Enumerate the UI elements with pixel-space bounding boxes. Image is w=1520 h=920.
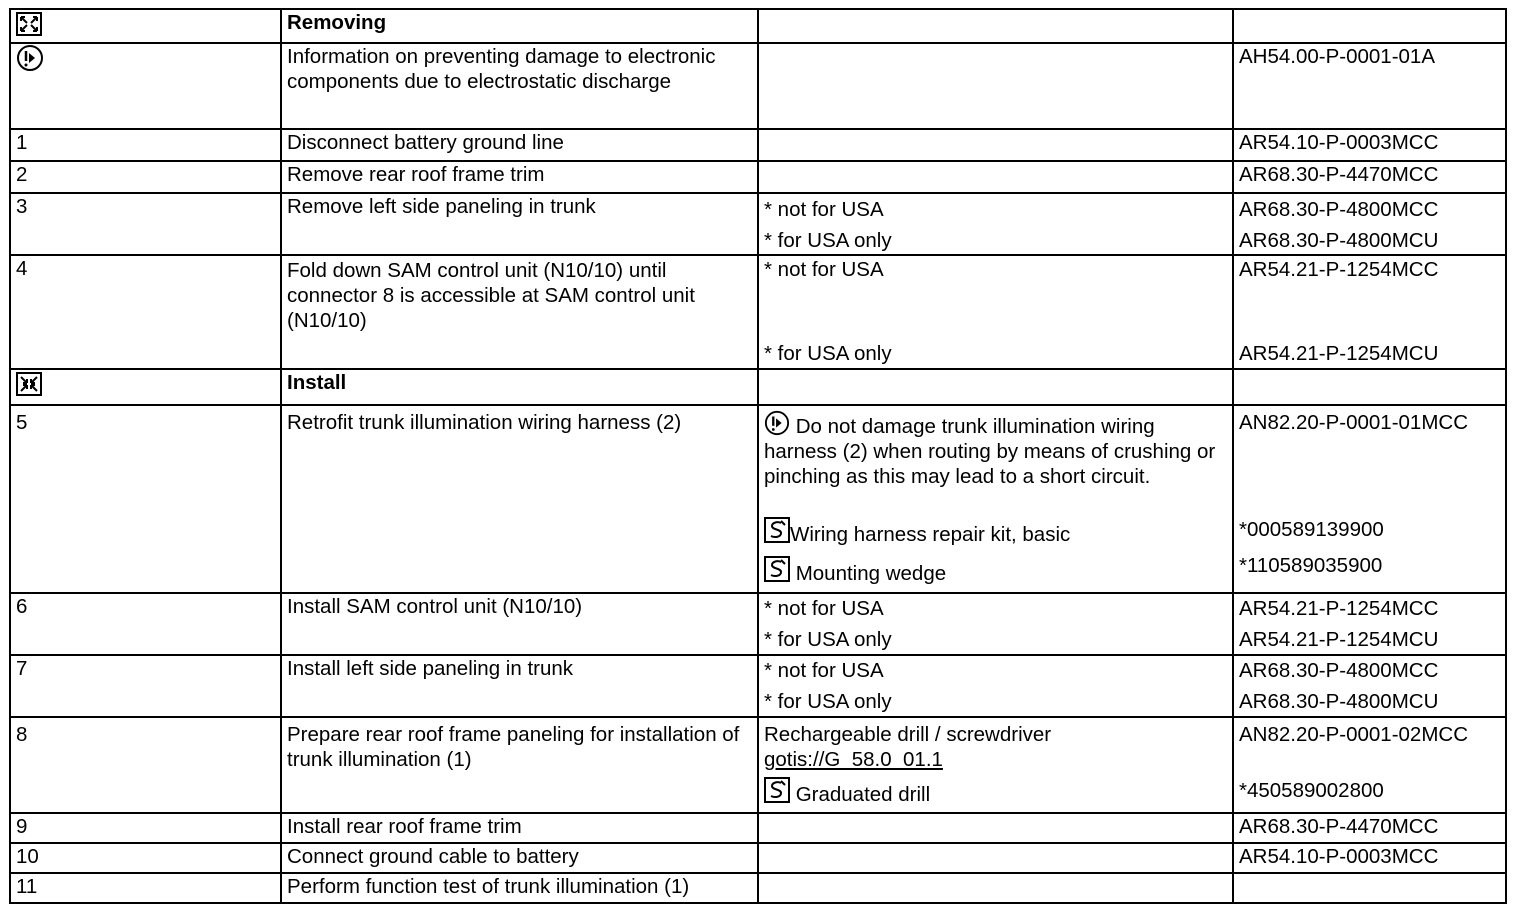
- caution-text: Do not damage trunk illumination wiring harness (2) when routing by means of crushing or pinching as this may lead to a short circuit.: [764, 415, 1216, 488]
- reference-link[interactable]: AN82.20-P-0001-02MCC: [1239, 723, 1469, 746]
- step-number: 10: [10, 843, 281, 873]
- table-row: [10, 43, 1506, 129]
- step-text: Perform function test of trunk illumination (1): [281, 873, 758, 903]
- step-text: Fold down SAM control unit (N10/10) until connector 8 is accessible at SAM control unit (N10/10): [281, 255, 758, 369]
- reference-link[interactable]: AR68.30-P-4470MCC: [1233, 161, 1506, 193]
- variant-note: * not for USA: [764, 258, 884, 281]
- tool-note: Rechargeable drill / screwdriver: [764, 723, 1052, 746]
- special-tool-icon: [764, 517, 790, 543]
- reference-link[interactable]: AR54.21-P-1254MCU: [1239, 628, 1439, 651]
- tool-name: Mounting wedge: [795, 562, 947, 585]
- step-number: 9: [10, 813, 281, 843]
- step-text: Install SAM control unit (N10/10): [281, 593, 758, 655]
- variant-note: * for USA only: [764, 342, 892, 365]
- reference-link[interactable]: AR68.30-P-4800MCU: [1239, 690, 1439, 713]
- reference-link[interactable]: AR68.30-P-4800MCU: [1239, 229, 1439, 252]
- table-row: [10, 873, 1506, 903]
- reference-link[interactable]: AR68.30-P-4470MCC: [1233, 813, 1506, 843]
- step-text: Retrofit trunk illumination wiring harness (2): [281, 405, 758, 593]
- table-row: [10, 813, 1506, 843]
- variant-note: * not for USA: [764, 659, 884, 682]
- reference-link[interactable]: AR68.30-P-4800MCC: [1239, 198, 1439, 221]
- step-text: Information on preventing damage to electronic components due to electrostatic discharge: [281, 43, 758, 129]
- caution-icon: [16, 44, 44, 72]
- table-row: [10, 717, 1506, 813]
- step-text: Remove rear roof frame trim: [281, 161, 758, 193]
- step-text: Install left side paneling in trunk: [281, 655, 758, 717]
- reference-link[interactable]: AR54.21-P-1254MCU: [1239, 342, 1439, 365]
- reference-link[interactable]: AR54.10-P-0003MCC: [1233, 843, 1506, 873]
- step-text: Prepare rear roof frame paneling for installation of trunk illumination (1): [281, 717, 758, 813]
- reference-link[interactable]: AR54.21-P-1254MCC: [1239, 258, 1439, 281]
- section-icon-cell: [10, 9, 281, 43]
- variant-note: * for USA only: [764, 690, 892, 713]
- step-number: 3: [10, 193, 281, 255]
- procedure-table: [9, 8, 1507, 904]
- tool-name: Graduated drill: [795, 783, 931, 806]
- reference-link[interactable]: AN82.20-P-0001-01MCC: [1239, 411, 1469, 434]
- install-icon: [16, 372, 42, 396]
- variant-note: * not for USA: [764, 597, 884, 620]
- step-number: 4: [10, 255, 281, 369]
- caution-note: [764, 410, 1232, 511]
- tool-part-number[interactable]: *450589002800: [1239, 779, 1384, 802]
- reference-link[interactable]: AH54.00-P-0001-01A: [1233, 43, 1506, 129]
- step-number: 6: [10, 593, 281, 655]
- table-row: [10, 161, 1506, 193]
- table-row: [10, 593, 1506, 655]
- special-tool-icon: [764, 556, 790, 582]
- table-row: [10, 405, 1506, 593]
- step-number: 5: [10, 405, 281, 593]
- step-number: 11: [10, 873, 281, 903]
- section-title: Removing: [281, 9, 758, 43]
- caution-icon: [764, 410, 790, 436]
- section-title: Install: [281, 369, 758, 405]
- step-text: Disconnect battery ground line: [281, 129, 758, 161]
- table-row: [10, 129, 1506, 161]
- step-number: 8: [10, 717, 281, 813]
- tool-part-number[interactable]: *000589139900: [1239, 518, 1384, 541]
- removing-icon: [16, 12, 42, 36]
- step-number: 7: [10, 655, 281, 717]
- step-number: 2: [10, 161, 281, 193]
- tool-name: Wiring harness repair kit, basic: [790, 523, 1071, 546]
- table-row: [10, 193, 1506, 255]
- table-row: [10, 255, 1506, 369]
- step-text: Connect ground cable to battery: [281, 843, 758, 873]
- table-row: [10, 655, 1506, 717]
- gotis-link[interactable]: gotis://G_58.0_01.1: [764, 748, 943, 771]
- special-tool-icon: [764, 777, 790, 803]
- tool-item: [764, 517, 1232, 547]
- step-number: 1: [10, 129, 281, 161]
- variant-note: * for USA only: [764, 628, 892, 651]
- reference-link[interactable]: AR54.10-P-0003MCC: [1233, 129, 1506, 161]
- variant-note: * not for USA: [764, 198, 884, 221]
- section-row-install: [10, 369, 1506, 405]
- tool-part-number[interactable]: *110589035900: [1239, 554, 1383, 577]
- variant-note: * for USA only: [764, 229, 892, 252]
- section-row-removing: [10, 9, 1506, 43]
- tool-item: [764, 777, 1232, 807]
- reference-link[interactable]: AR54.21-P-1254MCC: [1239, 597, 1439, 620]
- step-text: Remove left side paneling in trunk: [281, 193, 758, 255]
- table-row: [10, 843, 1506, 873]
- tool-item: [764, 556, 1232, 586]
- step-text: Install rear roof frame trim: [281, 813, 758, 843]
- reference-link[interactable]: AR68.30-P-4800MCC: [1239, 659, 1439, 682]
